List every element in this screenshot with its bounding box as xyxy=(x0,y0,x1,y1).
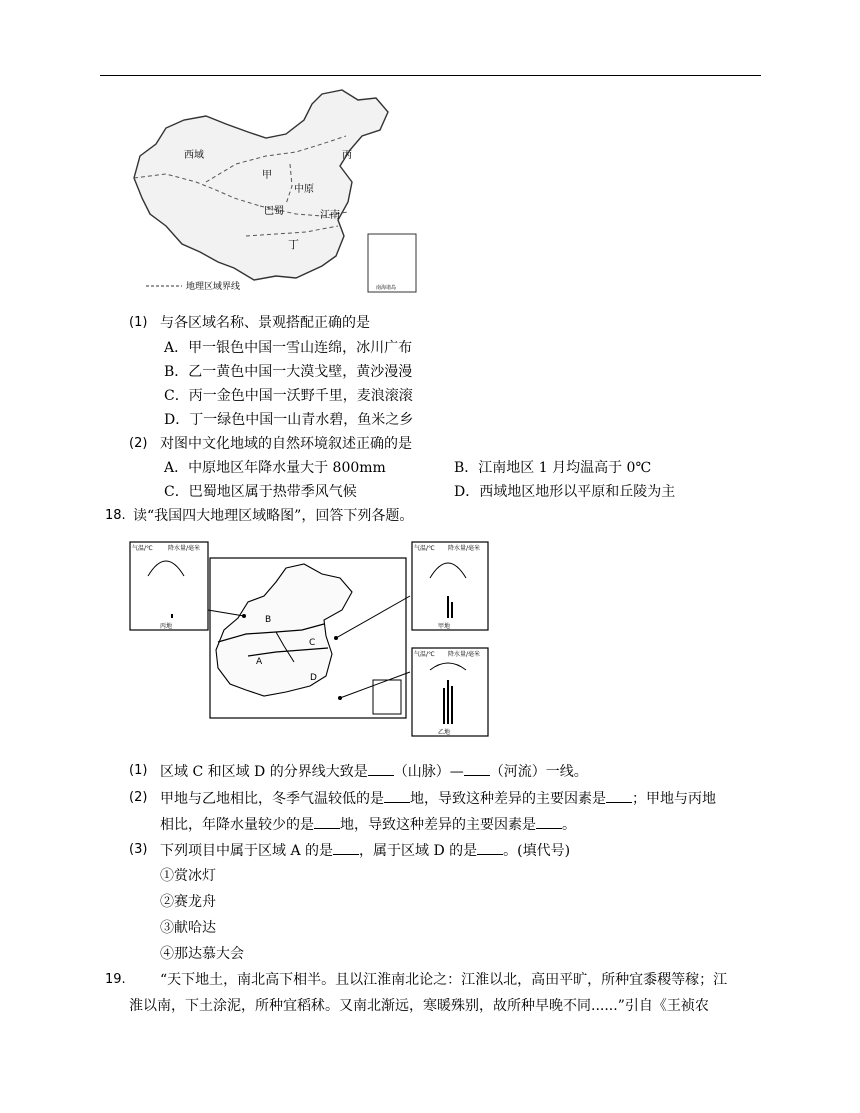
q18-sub1-line xyxy=(160,761,588,782)
map1-label-xiyu: 西域 xyxy=(184,150,204,161)
q18-sub3-number: (3) xyxy=(129,842,148,857)
q18-sub2-blank-1[interactable] xyxy=(384,788,410,803)
map1-legend-label: 地理区域界线 xyxy=(186,282,241,292)
q18-sub2-text-d: 相比，年降水量较少的是 xyxy=(160,817,314,833)
q17-sub1-option-d: D．丁一绿色中国一山青水碧，鱼米之乡 xyxy=(164,412,414,428)
q18-sub1-text-b: （山脉）— xyxy=(393,764,464,780)
q18-sub1-text-a: 区域 C 和区域 D 的分界线大致是 xyxy=(160,764,368,780)
q17-sub2-option-d: D．西域地区地形以平原和丘陵为主 xyxy=(454,484,676,500)
chart-bing-precip-axis: 降水量/毫米 xyxy=(168,545,201,552)
map2-region-c: C xyxy=(309,638,316,648)
q17-sub2-option-c: C．巴蜀地区属于热带季风气候 xyxy=(164,484,357,500)
q18-sub2-text-f: 。 xyxy=(562,817,576,833)
q19-number: 19. xyxy=(105,972,126,987)
q18-sub1-number: (1) xyxy=(129,763,148,778)
q18-number: 18. xyxy=(105,508,126,523)
map2-region-d: D xyxy=(310,673,317,683)
q18-stem: 读“我国四大地理区域略图”，回答下列各题。 xyxy=(133,508,414,524)
four-regions-map xyxy=(126,538,492,740)
q18-sub1-blank-river[interactable] xyxy=(464,761,490,776)
q18-sub3-blank-a[interactable] xyxy=(333,840,359,855)
q19-line2: 淮以南，下土涂泥，所种宜稻秫。又南北渐远，寒暖殊别，故所种早晚不同......”引自《王祯农 xyxy=(129,998,709,1014)
map1-label-bashu: 巴蜀 xyxy=(264,206,284,217)
q17-sub1-stem: 与各区域名称、景观搭配正确的是 xyxy=(160,315,370,331)
q18-sub3-item-2: ②赛龙舟 xyxy=(160,894,216,910)
chart-jia-precip-axis: 降水量/毫米 xyxy=(448,545,481,552)
map1-label-ding: 丁 xyxy=(288,238,299,251)
q18-sub2-text-c: ；甲地与丙地 xyxy=(632,791,716,807)
q18-sub1-text-c: （河流）一线。 xyxy=(489,764,588,780)
q17-sub2-number: (2) xyxy=(129,436,148,451)
q18-sub1-blank-mountain[interactable] xyxy=(368,761,394,776)
q17-sub1-option-c: C．丙一金色中国一沃野千里，麦浪滚滚 xyxy=(164,388,413,404)
q18-sub3-blank-d[interactable] xyxy=(477,840,503,855)
chart-yi-precip-axis: 降水量/毫米 xyxy=(448,651,481,658)
q17-sub2-option-b: B．江南地区 1 月均温高于 0℃ xyxy=(454,460,652,476)
q18-sub3-item-1: ①赏冰灯 xyxy=(160,868,216,884)
q18-sub3-text-c: 。(填代号) xyxy=(503,843,571,859)
q18-sub3-text-a: 下列项目中属于区域 A 的是 xyxy=(160,843,334,859)
map2-region-a: A xyxy=(256,657,263,667)
chart-yi-label: 乙地 xyxy=(438,729,451,736)
q18-sub3-item-4: ④那达慕大会 xyxy=(160,946,244,962)
q18-sub2-line1 xyxy=(160,788,716,809)
chart-bing-temp-axis: 气温/℃ xyxy=(132,545,153,552)
q18-sub2-text-b: 地，导致这种差异的主要因素是 xyxy=(410,791,606,807)
q18-sub3-line xyxy=(160,840,570,861)
q18-sub2-text-e: 地，导致这种差异的主要因素是 xyxy=(340,817,536,833)
map1-label-jiangnan: 江南 xyxy=(320,210,340,221)
map1-label-bing: 丙 xyxy=(342,150,352,161)
q18-sub2-text-a: 甲地与乙地相比，冬季气温较低的是 xyxy=(160,791,384,807)
q18-sub3-text-b: ，属于区域 D 的是 xyxy=(359,843,478,859)
q18-sub2-blank-4[interactable] xyxy=(536,814,562,829)
q17-sub1-number: (1) xyxy=(129,315,148,330)
q19-line1: “天下地土，南北高下相半。且以江淮南北论之：江淮以北，高田平旷，所种宜黍稷等稼；江 xyxy=(160,972,728,988)
q18-sub2-number: (2) xyxy=(129,790,148,805)
chart-bing-label: 丙地 xyxy=(160,623,173,630)
map1-label-jia: 甲 xyxy=(262,170,272,181)
map2-region-b: B xyxy=(265,615,272,625)
q17-sub1-option-b: B．乙一黄色中国一大漠戈壁，黄沙漫漫 xyxy=(164,364,413,380)
chart-jia-temp-axis: 气温/℃ xyxy=(414,545,435,552)
map1-label-zhongyuan: 中原 xyxy=(294,184,314,195)
q17-sub2-stem: 对图中文化地域的自然环境叙述正确的是 xyxy=(160,436,412,452)
q17-sub2-option-a: A．中原地区年降水量大于 800mm xyxy=(164,460,386,476)
q18-sub2-blank-3[interactable] xyxy=(314,814,340,829)
cultural-region-map xyxy=(126,86,426,298)
chart-yi-temp-axis: 气温/℃ xyxy=(414,651,435,658)
chart-jia-label: 甲地 xyxy=(438,623,451,630)
map1-inset-label: 南海诸岛 xyxy=(376,285,397,291)
q18-sub2-line2 xyxy=(160,814,576,835)
q18-sub2-blank-2[interactable] xyxy=(606,788,632,803)
header-rule xyxy=(100,75,761,76)
q17-sub1-option-a: A．甲一银色中国一雪山连绵，冰川广布 xyxy=(164,340,413,356)
q18-sub3-item-3: ③献哈达 xyxy=(160,920,216,936)
